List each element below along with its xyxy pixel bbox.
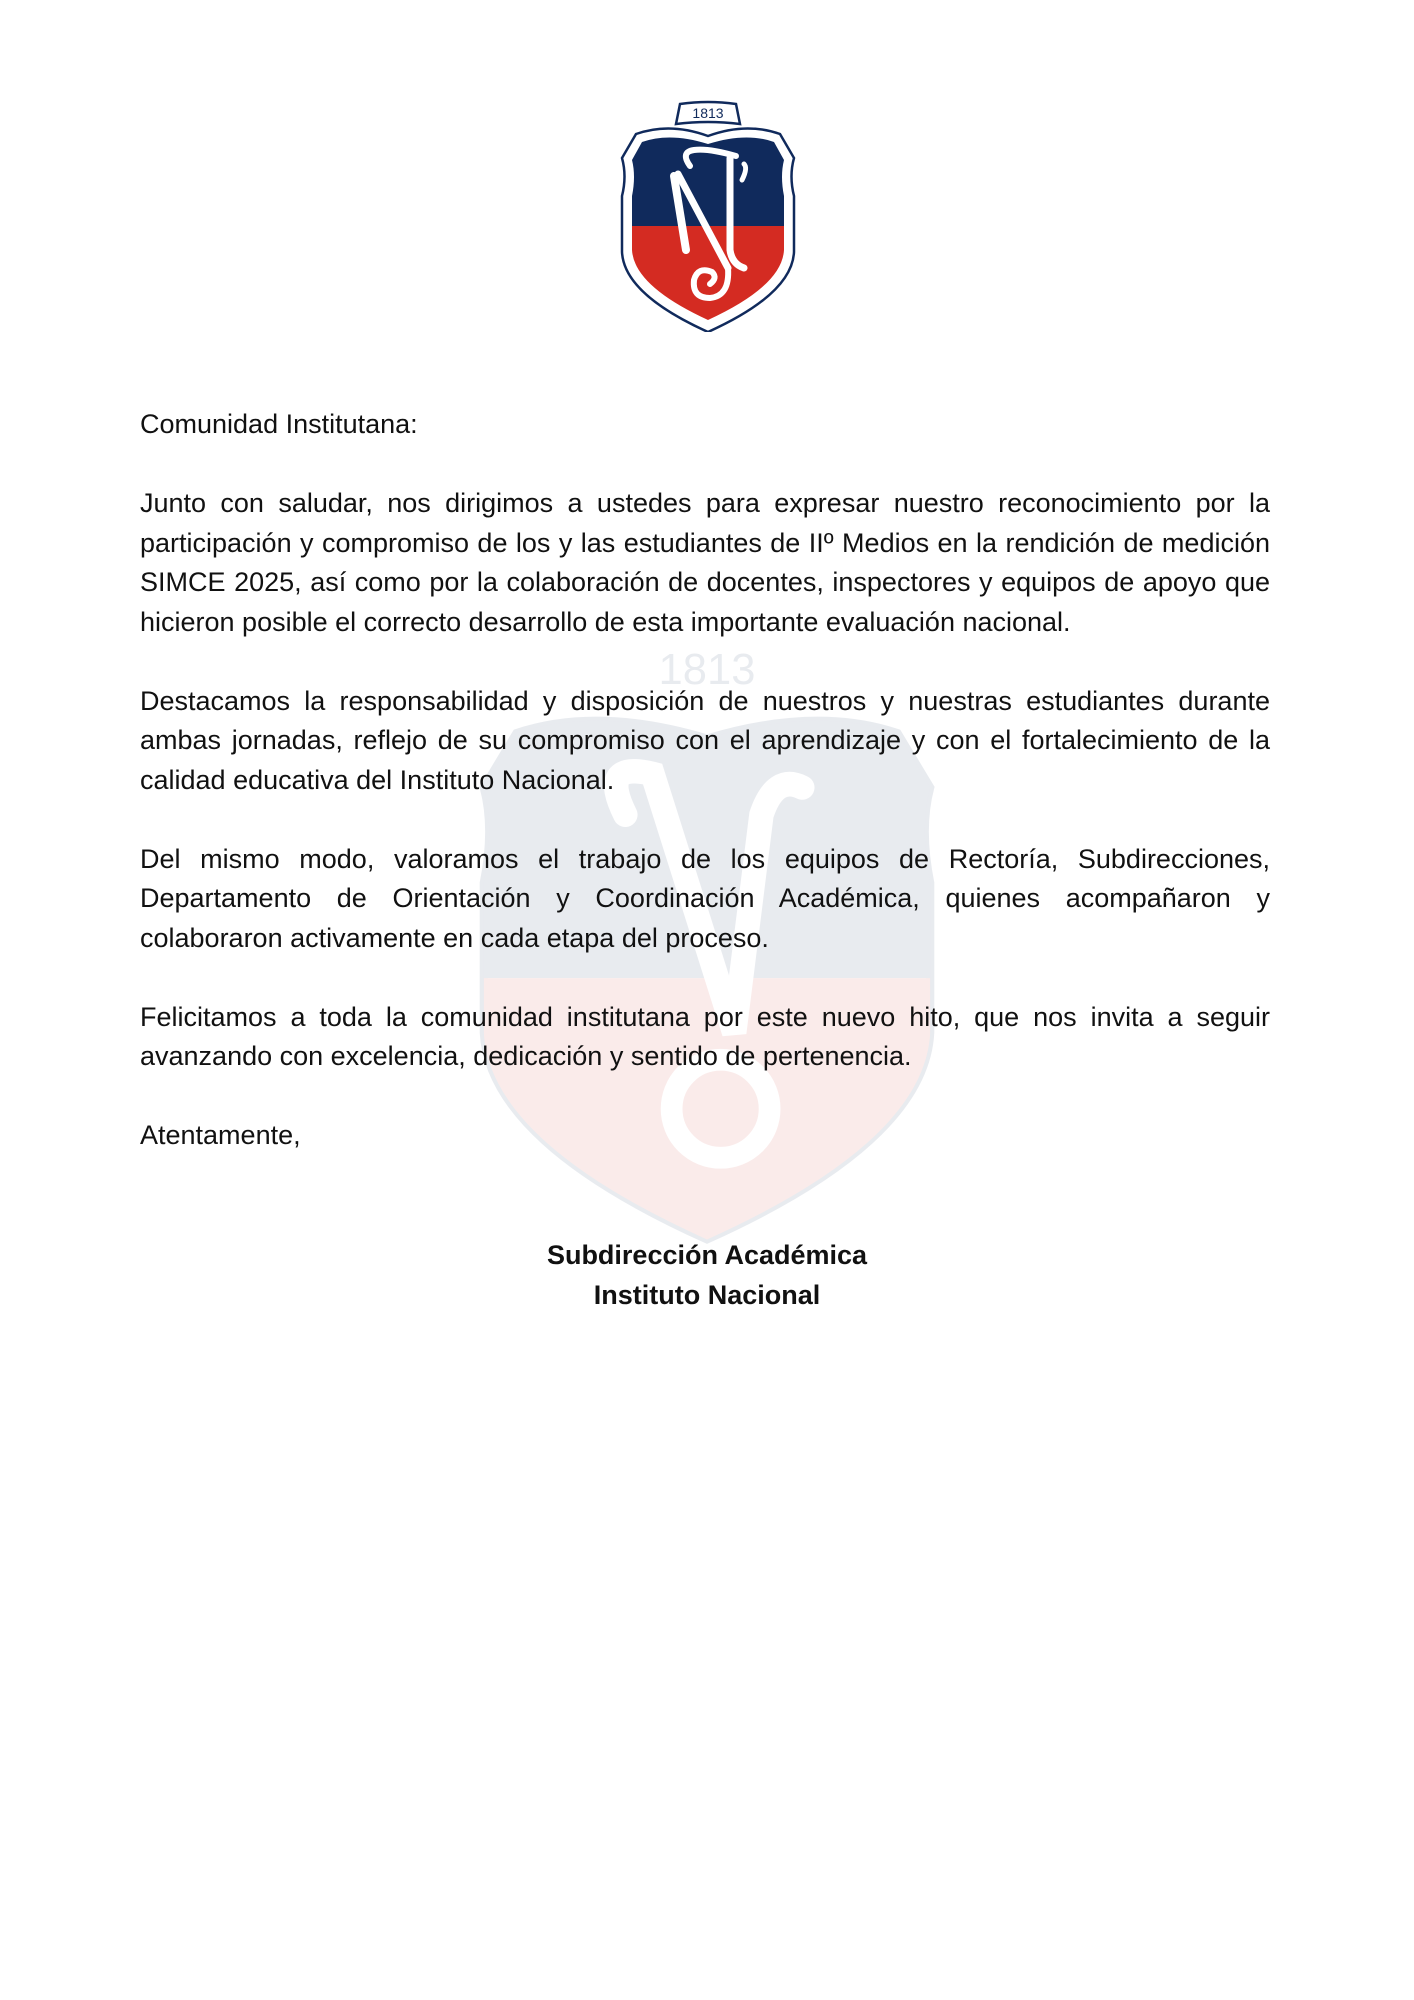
letter-paragraph: Junto con saludar, nos dirigimos a ustedes para expresar nuestro reconocimiento por la participación y compromiso de los y las estudiantes de IIº Medios en la rendición de medición SIMCE 2025, así como por la colaboración de docentes, inspectores y equipos de apoyo que hicieron posible el correcto desarrollo de esta importante evaluación nacional. xyxy=(140,488,1270,637)
logo-year: 1813 xyxy=(692,105,724,121)
letter-paragraph: Destacamos la responsabilidad y disposición de nuestros y nuestras estudiantes durante ambas jornadas, reflejo de su compromiso con el aprendizaje y con el fortalecimiento de la calidad educativa del Instituto Nacional. xyxy=(140,685,1270,795)
institution-logo xyxy=(618,100,798,332)
signature-block xyxy=(0,1235,1414,1315)
letter-greeting: Comunidad Institutana: xyxy=(140,409,418,439)
signature-department: Subdirección Académica xyxy=(546,1240,868,1270)
signature-institution: Instituto Nacional xyxy=(593,1280,821,1310)
watermark-year: 1813 xyxy=(658,646,756,695)
letter-body xyxy=(140,405,1270,1176)
letter-paragraph: Del mismo modo, valoramos el trabajo de los equipos de Rectoría, Subdirecciones, Departamento de Orientación y Coordinación Académica, quienes acompañaron y colaboraron activamente en cada etapa del proceso. xyxy=(140,843,1270,953)
letter-closing: Atentamente, xyxy=(140,1120,301,1150)
letter-paragraph: Felicitamos a toda la comunidad institutana por este nuevo hito, que nos invita a seguir avanzando con excelencia, dedicación y sentido de pertenencia. xyxy=(140,1001,1270,1071)
